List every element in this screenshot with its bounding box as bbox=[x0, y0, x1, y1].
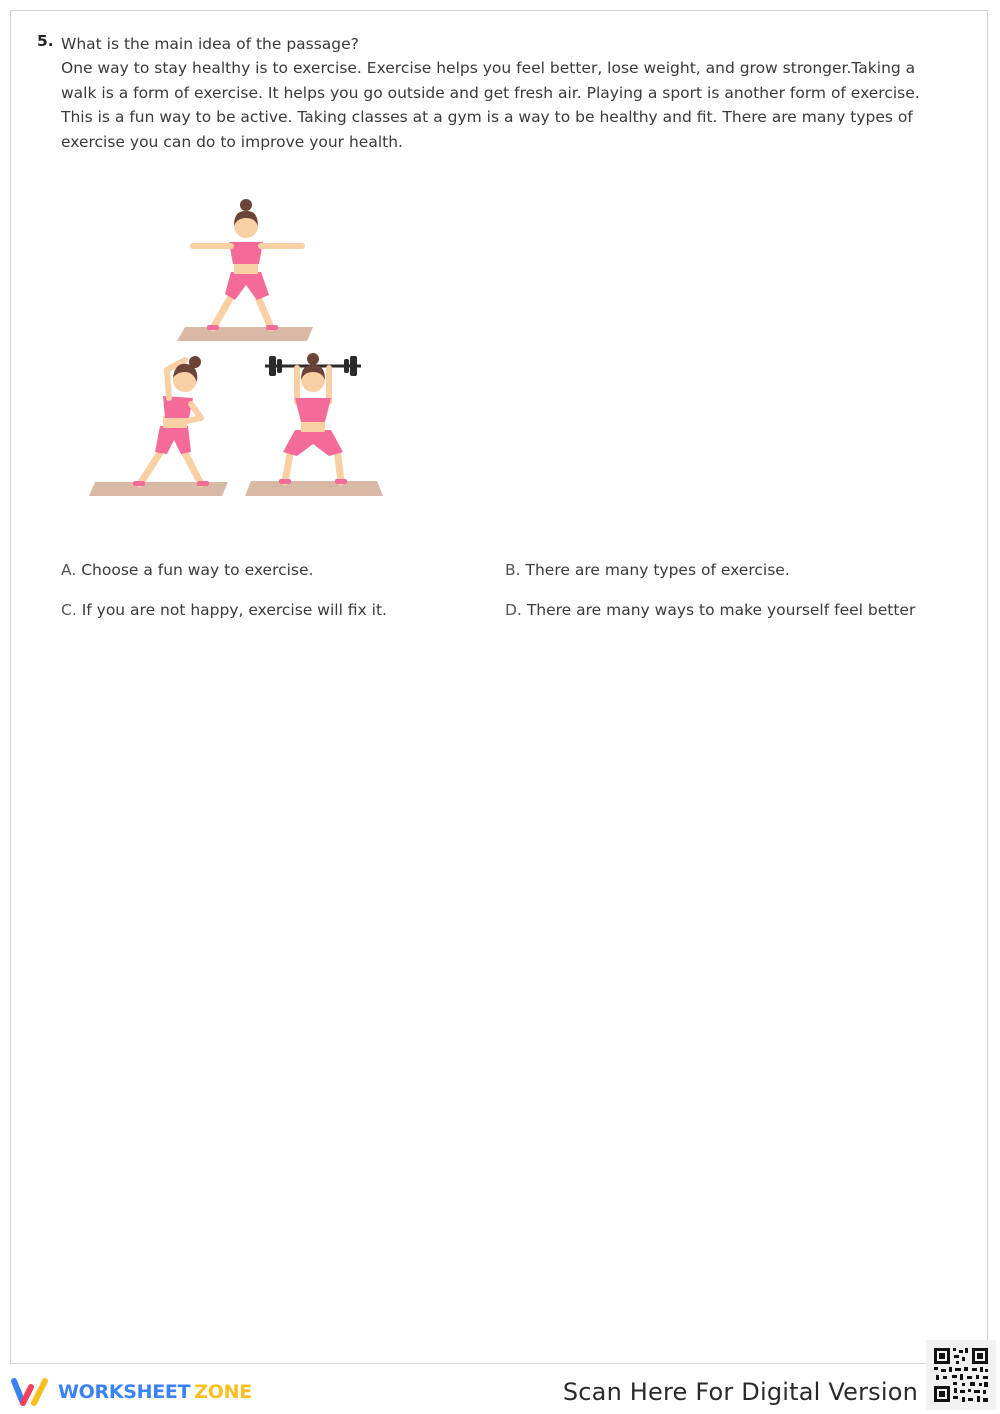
option-c[interactable] bbox=[61, 601, 387, 619]
scan-text: Scan Here For Digital Version bbox=[562, 1378, 918, 1406]
logo-zone: ZONE bbox=[194, 1381, 252, 1403]
girl-barbell-icon bbox=[245, 353, 383, 496]
option-c-letter: C. bbox=[61, 601, 77, 619]
option-d-text: There are many ways to make yourself feel better bbox=[526, 601, 916, 619]
option-b-text: There are many types of exercise. bbox=[525, 561, 790, 579]
option-a[interactable] bbox=[61, 561, 313, 579]
question-prompt: What is the main idea of the passage? bbox=[61, 35, 359, 53]
question-number: 5. bbox=[37, 32, 54, 50]
option-d[interactable] bbox=[505, 601, 915, 619]
worksheetzone-logo-icon bbox=[10, 1376, 50, 1408]
exercise-illustration bbox=[85, 190, 395, 505]
logo-worksheet: WORKSHEET bbox=[58, 1381, 191, 1403]
girl-side-bend-icon bbox=[89, 356, 228, 496]
option-b-letter: B. bbox=[505, 561, 521, 579]
option-c-text: If you are not happy, exercise will fix it. bbox=[81, 601, 387, 619]
worksheetzone-logo[interactable] bbox=[10, 1375, 252, 1409]
option-d-letter: D. bbox=[505, 601, 522, 619]
qr-code-icon[interactable] bbox=[926, 1340, 996, 1410]
girl-stretch-arms-icon bbox=[177, 199, 313, 341]
option-a-text: Choose a fun way to exercise. bbox=[81, 561, 314, 579]
logo-text bbox=[58, 1381, 252, 1403]
option-a-letter: A. bbox=[61, 561, 77, 579]
option-b[interactable] bbox=[505, 561, 790, 579]
question-passage: One way to stay healthy is to exercise. Exercise helps you feel better, lose weight, and grow stronger.Taking a walk is a form of exercise. It helps you go outside and get fresh air. Playing a sport is another form of exercise. This is a fun way to be active. Taking classes at a gym is a way to be healthy and fit. There are many types of exercise you can do to improve your health. bbox=[61, 59, 920, 151]
